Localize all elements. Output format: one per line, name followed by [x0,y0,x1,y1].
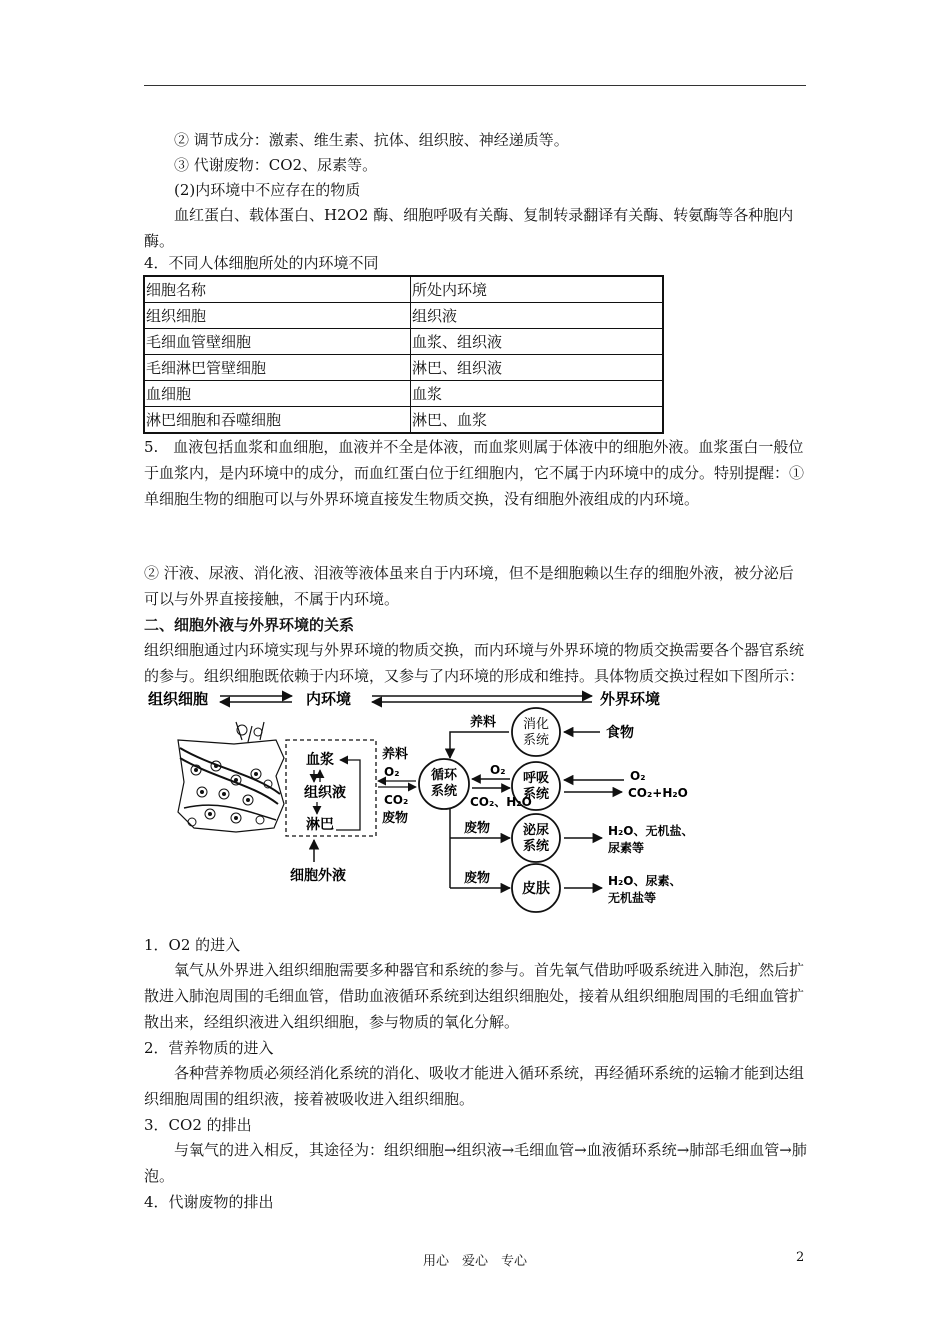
label-food: 食物 [606,725,634,741]
label-digestive-line2: 系统 [522,733,550,748]
line-regulatory: ② 调节成分：激素、维生素、抗体、组织胺、神经递质等。 [174,131,569,149]
table-row [144,381,663,407]
table-cell: 毛细淋巴管壁细胞 [144,355,411,381]
list-para-co2: 与氧气的进入相反，其途径为：组织细胞→组织液→毛细血管→血液循环系统→肺部毛细血管→肺泡。 [144,1141,807,1185]
table-cell: 毛细血管壁细胞 [144,329,411,355]
para-not-present: 血红蛋白、载体蛋白、H2O2 酶、细胞呼吸有关酶、复制转录翻译有关酶、转氨酶等各种胞内酶。 [144,206,794,250]
label-waste-left: 废物 [382,811,409,826]
table-cell: 组织液 [411,303,664,329]
line-metabolic-waste: ③ 代谢废物：CO2、尿素等。 [174,156,378,174]
label-skin: 皮肤 [522,881,550,897]
list-title-o2: 1．O2 的进入 [144,936,241,954]
label-waste-bottom: 废物 [464,871,491,886]
table-header-cell: 所处内环境 [411,276,664,303]
urinary-system-node [512,814,560,862]
section5-para: 5. 血液包括血浆和血细胞，血液并不全是体液，而血浆则属于体液中的细胞外液。血浆蛋白一般位于血浆内，是内环境中的成分，而血红蛋白位于红细胞内，它不属于内环境中的成分。特别提醒：①单细胞生物的细胞可以与外界环境直接发生物质交换，没有细胞外液组成的内环境。 [144,438,805,508]
label-o2-in: O₂ [630,769,646,783]
label-tissue-fluid: 组织液 [304,785,346,801]
table-cell: 组织细胞 [144,303,411,329]
table-cell: 血浆 [411,381,664,407]
list-title-waste: 4．代谢废物的排出 [144,1193,274,1211]
table-row [144,329,663,355]
table-cell: 淋巴、组织液 [411,355,664,381]
label-respiratory-line2: 系统 [522,787,550,802]
label-urinary-line1: 泌尿 [522,823,550,838]
label-circulatory-line1: 循环 [430,768,458,783]
header-row [148,690,660,708]
section-two-para: 组织细胞通过内环境实现与外界环境的物质交换，而内环境与外界环境的物质交换需要各个器官系统的参与。组织细胞既依赖于内环境，又参与了内环境的形成和维持。具体物质交换过程如下图所示： [144,641,805,685]
header-rule [144,85,806,86]
material-exchange-diagram [144,682,704,917]
tissue-illustration [178,722,284,832]
page-number: 2 [796,1250,805,1265]
table-cell: 血浆、组织液 [411,329,664,355]
label-nutrients-top: 养料 [470,715,497,730]
line-subheading: (2)内环境中不应存在的物质 [174,181,361,199]
section5-note2: ② 汗液、尿液、消化液、泪液等液体虽来自于内环境，但不是细胞赖以生存的细胞外液，被分泌后可以与外界直接接触，不属于内环境。 [144,564,794,608]
footer-motto: 用心 爱心 专心 [422,1254,527,1269]
label-co2-left: CO₂ [384,793,409,807]
label-respiratory-line1: 呼吸 [522,771,550,786]
table-row [144,407,663,434]
table-row [144,355,663,381]
table-row [144,303,663,329]
label-urinary-output-line1: H₂O、无机盐、 [608,824,694,838]
table-header-row [144,276,663,303]
label-co2-h2o-mid: CO₂、H₂O [470,795,532,809]
label-o2-mid: O₂ [490,763,506,777]
label-co2-h2o-out: CO₂+H₂O [628,786,688,800]
list-para-o2: 氧气从外界进入组织细胞需要多种器官和系统的参与。首先氧气借助呼吸系统进入肺泡，然后扩散进入肺泡周围的毛细血管，借助血液循环系统到达组织细胞处，接着从组织细胞周围的毛细血管扩散出来，经组织液进入组织细胞，参与物质的氧化分解。 [144,961,805,1031]
section-two-title: 二、细胞外液与外界环境的关系 [144,616,355,634]
label-urinary-line2: 系统 [522,839,550,854]
section4-title: 4．不同人体细胞所处的内环境不同 [144,254,379,272]
label-circulatory-line2: 系统 [430,784,458,799]
cell-environment-table [143,275,664,434]
label-plasma: 血浆 [306,752,334,768]
table-cell: 淋巴、血浆 [411,407,664,434]
table-header-cell: 细胞名称 [144,276,411,303]
label-lymph: 淋巴 [306,817,334,833]
table-cell: 血细胞 [144,381,411,407]
list-para-nutrients: 各种营养物质必须经消化系统的消化、吸收才能进入循环系统，再经循环系统的运输才能到达组织细胞周围的组织液，接着被吸收进入组织细胞。 [144,1064,805,1108]
arrow-digestive-to-circulation [450,732,509,758]
label-skin-output-line2: 无机盐等 [608,891,657,905]
label-extracellular-fluid: 细胞外液 [290,868,346,884]
table-cell: 淋巴细胞和吞噬细胞 [144,407,411,434]
list-title-co2: 3．CO2 的排出 [144,1116,252,1134]
list-title-nutrients: 2．营养物质的进入 [144,1039,274,1057]
label-waste-mid: 废物 [464,821,491,836]
label-tissue-cells: 组织细胞 [148,690,209,708]
digestive-system-node [512,708,560,756]
label-internal-environment: 内环境 [306,690,352,708]
label-nutrients-left: 养料 [382,747,409,762]
label-skin-output-line1: H₂O、尿素、 [608,874,682,888]
label-external-environment: 外界环境 [600,690,661,708]
label-urinary-output-line2: 尿素等 [608,841,645,855]
label-digestive-line1: 消化 [522,717,550,732]
label-o2-left: O₂ [384,765,400,779]
